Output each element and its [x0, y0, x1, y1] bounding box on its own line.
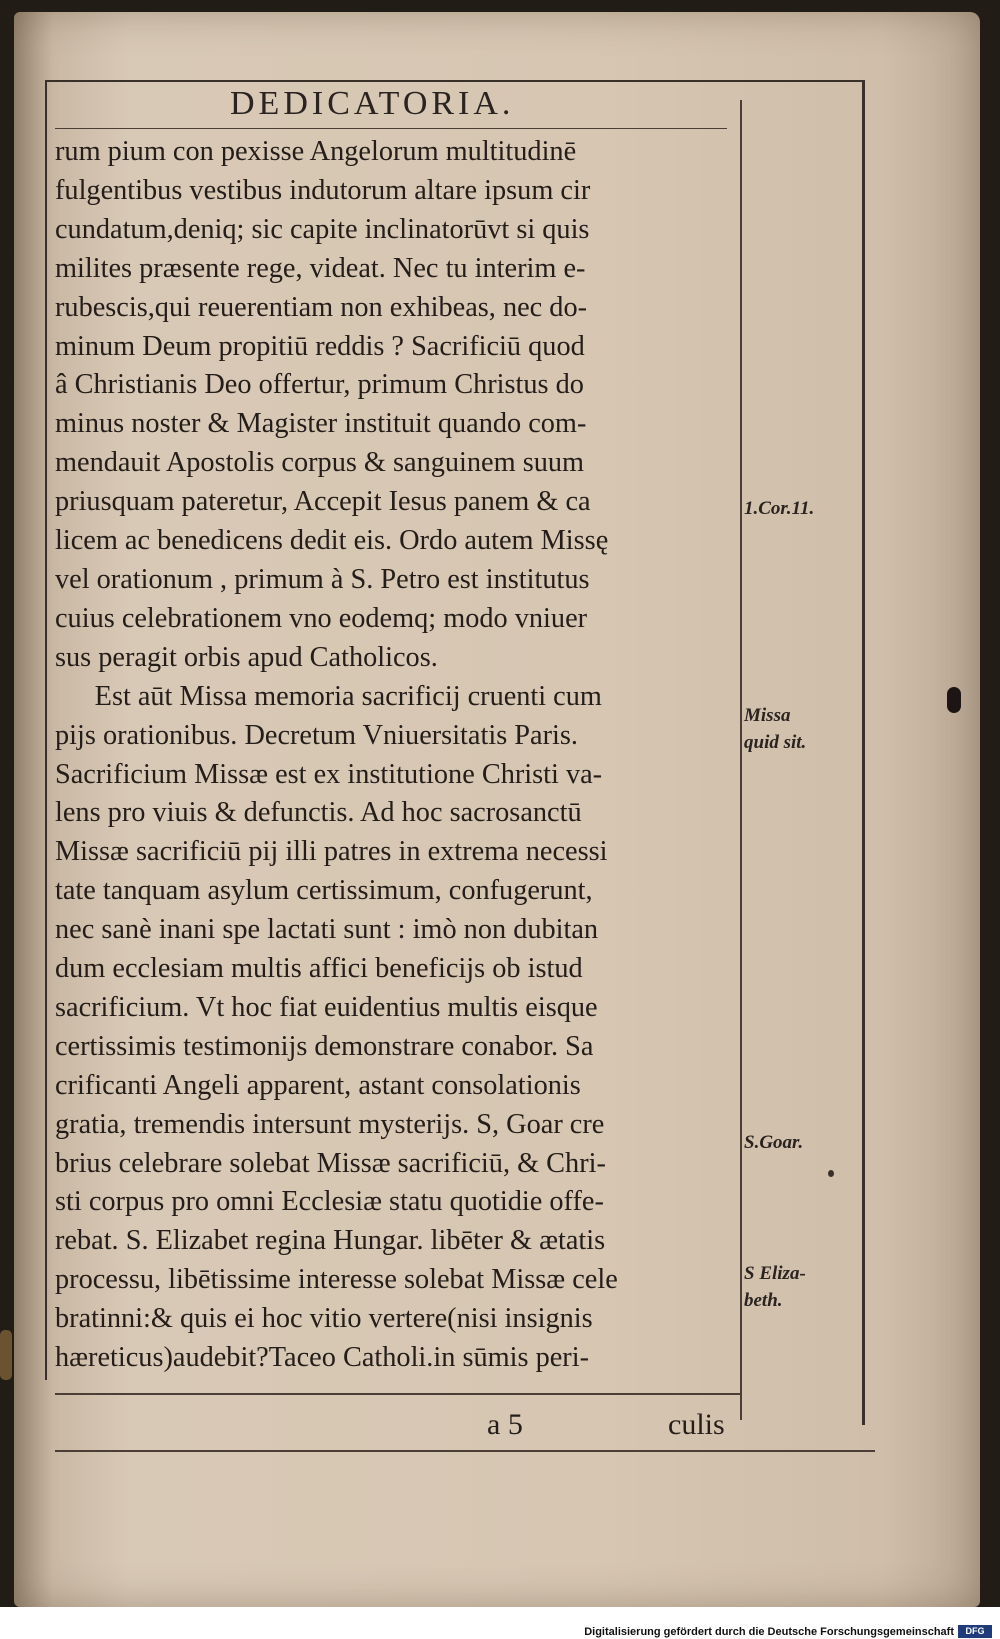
marginal-note-text: S.Goar.	[744, 1132, 804, 1153]
text-line: brius celebrare solebat Missæ sacrificiū, & Chri-	[55, 1147, 606, 1179]
page-edge-stain	[0, 1330, 12, 1380]
text-line: mendauit Apostolis corpus & sanguinem suum	[55, 447, 585, 479]
text-line: processu, libētissime interesse solebat Missæ cele	[55, 1264, 618, 1296]
text-bottom-rule	[55, 1393, 742, 1395]
text-line: sacrificium. Vt hoc fiat euidentius multis eisque	[55, 991, 598, 1023]
dfg-logo-icon: DFG	[958, 1625, 992, 1638]
page-edge-clip	[947, 687, 961, 713]
marginal-note-goar	[744, 1129, 864, 1156]
marginal-note-text: beth.	[744, 1290, 783, 1311]
text-line: Sacrificium Missæ est ex institutione Christi va-	[55, 758, 603, 790]
catchword: culis	[668, 1408, 725, 1441]
text-line: rum pium con pexisse Angelorum multitudinē	[55, 136, 577, 167]
ink-dot-mark	[828, 1170, 834, 1177]
text-line: licem ac benedicens dedit eis. Ordo autem Missę	[55, 525, 609, 557]
text-line: rebat. S. Elizabet regina Hungar. libēter & ætatis	[55, 1225, 606, 1257]
paragraph-start-line: Est aūt Missa memoria sacrificij cruenti cum	[94, 680, 602, 712]
text-line: crificanti Angeli apparent, astant consolationis	[55, 1069, 581, 1101]
text-line: priusquam pateretur, Accepit Iesus panem & ca	[55, 486, 591, 518]
frame-rule-bottom	[55, 1450, 875, 1452]
header-rule	[55, 128, 727, 129]
text-line: rubescis,qui reuerentiam non exhibeas, nec do-	[55, 291, 588, 323]
text-line: vel orationum , primum à S. Petro est institutus	[55, 563, 590, 595]
text-line: dum ecclesiam multis affici beneficijs ob istud	[55, 953, 583, 985]
text-line: nec sanè inani spe lactati sunt : imò non dubitan	[55, 914, 599, 946]
signature-mark: a 5	[487, 1408, 523, 1441]
body-text	[55, 133, 740, 1378]
running-head: DEDICATORIA.	[230, 85, 515, 122]
marginal-note-text: S Eliza-	[744, 1263, 806, 1284]
marginal-note-corinthians	[744, 495, 864, 522]
frame-rule-top	[47, 80, 863, 82]
text-line: â Christianis Deo offertur, primum Christus do	[55, 369, 584, 401]
text-line: cundatum,deniq; sic capite inclinatorūvt si quis	[55, 213, 590, 245]
text-line: pijs orationibus. Decretum Vniuersitatis Paris.	[55, 719, 578, 751]
marginal-note-missa	[744, 702, 864, 756]
text-line: bratinni:& quis ei hoc vitio vertere(nisi insignis	[55, 1303, 593, 1335]
text-line: tate tanquam asylum certissimum, confugerunt,	[55, 875, 593, 907]
marginal-note-text: 1.Cor.11.	[744, 498, 815, 519]
marginal-note-elizabeth	[744, 1260, 864, 1314]
text-line: cuius celebrationem vno eodemq; modo vniuer	[55, 602, 588, 634]
text-line: sus peragit orbis apud Catholicos.	[55, 641, 438, 673]
text-line: sti corpus pro omni Ecclesiæ statu quotidie offe-	[55, 1186, 604, 1218]
text-line: fulgentibus vestibus indutorum altare ipsum cir	[55, 174, 591, 206]
text-line: Missæ sacrificiū pij illi patres in extrema necessi	[55, 836, 608, 868]
marginal-note-text: quid sit.	[744, 732, 807, 753]
marginal-note-text: Missa	[744, 705, 791, 726]
text-column-rule	[740, 100, 742, 1420]
text-line: milites præsente rege, videat. Nec tu interim e-	[55, 252, 586, 284]
text-line: hæreticus)audebit?Taceo Catholi.in sūmis peri-	[55, 1342, 590, 1374]
text-line: gratia, tremendis intersunt mysterijs. S, Goar cre	[55, 1108, 605, 1140]
text-line: minus noster & Magister instituit quando com-	[55, 408, 587, 440]
funding-credit: Digitalisierung gefördert durch die Deutsche Forschungsgemeinschaft	[584, 1626, 954, 1638]
frame-rule-left	[45, 80, 47, 1380]
text-line: lens pro viuis & defunctis. Ad hoc sacrosanctū	[55, 797, 582, 829]
text-line: certissimis testimonijs demonstrare conabor. Sa	[55, 1030, 594, 1062]
text-line: minum Deum propitiū reddis ? Sacrificiū quod	[55, 330, 585, 362]
